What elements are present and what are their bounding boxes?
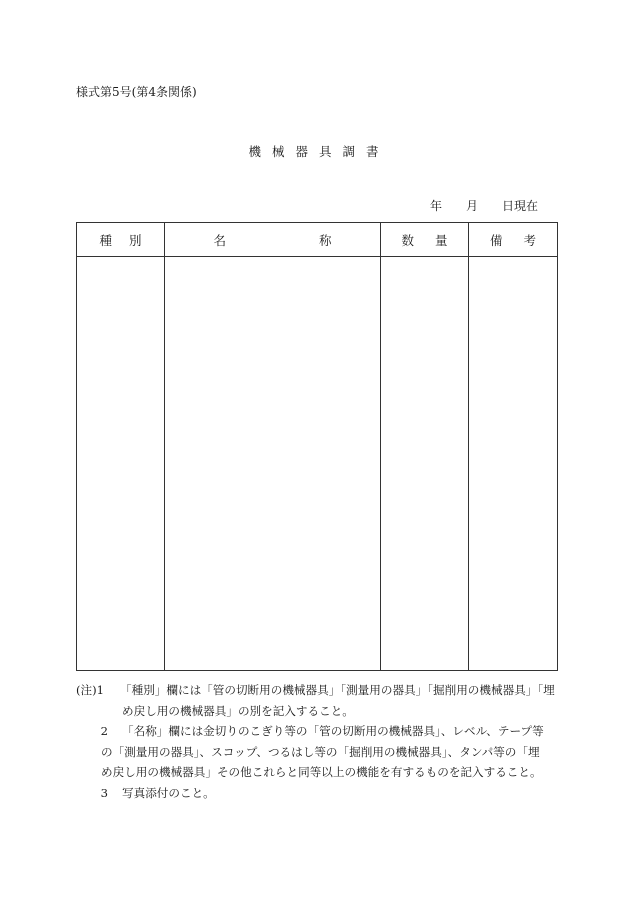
date-year: 年 bbox=[429, 199, 442, 213]
note-1-line-1: 「種別」欄には「管の切断用の機械器具」「測量用の器具」「掘削用の機械器具」「埋 bbox=[120, 683, 555, 697]
header-remarks-char2: 考 bbox=[523, 232, 536, 248]
cell-quantity[interactable] bbox=[381, 257, 469, 671]
note-2-line-2: の「測量用の器具」、スコップ、つるはし等の「掘削用の機械器具」、タンパ等の「埋 bbox=[101, 744, 540, 759]
header-name bbox=[165, 223, 381, 257]
table-body-row bbox=[77, 257, 558, 671]
header-kind bbox=[77, 223, 165, 257]
date-day-now: 日現在 bbox=[501, 199, 538, 213]
cell-remarks[interactable] bbox=[469, 257, 558, 671]
note-2 bbox=[76, 721, 566, 742]
date-line bbox=[430, 197, 538, 214]
header-kind-char2: 別 bbox=[128, 232, 142, 248]
note-1-prefix: (注)1 bbox=[76, 683, 105, 697]
note-3-number: 3 bbox=[100, 785, 108, 800]
note-3-line-1: 写真添付のこと。 bbox=[122, 785, 215, 800]
equipment-table bbox=[76, 222, 558, 671]
header-remarks bbox=[469, 223, 558, 257]
notes-section bbox=[76, 680, 566, 803]
header-name-char1: 名 bbox=[213, 232, 227, 248]
table-header-row bbox=[77, 223, 558, 257]
header-quantity-char1: 数 bbox=[401, 232, 415, 248]
date-month: 月 bbox=[465, 199, 478, 213]
cell-name[interactable] bbox=[165, 257, 381, 671]
header-kind-char1: 種 bbox=[99, 232, 113, 248]
header-remarks-char1: 備 bbox=[490, 232, 503, 248]
note-3 bbox=[76, 783, 566, 804]
cell-kind[interactable] bbox=[77, 257, 165, 671]
document-title: 機械器具調書 bbox=[248, 144, 390, 159]
note-2-line-1: 「名称」欄には金切りのこぎり等の「管の切断用の機械器具」、レベル、テープ等 bbox=[122, 724, 544, 738]
note-1-line-2: め戻し用の機械器具」の別を記入すること。 bbox=[122, 703, 354, 718]
form-number: 様式第5号(第4条関係) bbox=[76, 85, 197, 99]
note-2-line-3: め戻し用の機械器具」その他これらと同等以上の機能を有するものを記入すること。 bbox=[101, 765, 542, 779]
header-quantity-char2: 量 bbox=[434, 232, 448, 248]
note-2-number: 2 bbox=[100, 724, 108, 738]
note-1 bbox=[76, 680, 566, 701]
header-name-char2: 称 bbox=[318, 232, 332, 248]
header-quantity bbox=[381, 223, 469, 257]
